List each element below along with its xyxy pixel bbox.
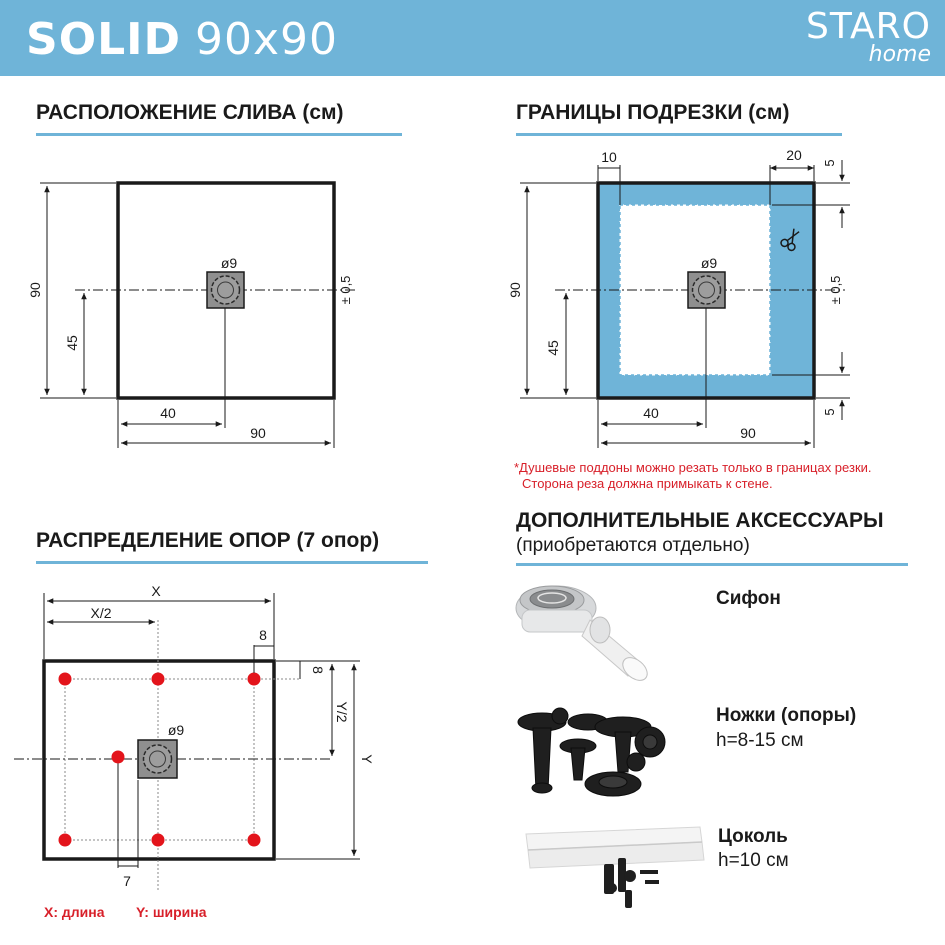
legs-image bbox=[518, 708, 665, 796]
legend-y: Y: ширина bbox=[136, 904, 207, 920]
edge-y-label: 8 bbox=[310, 666, 326, 674]
margin-top-label: 5 bbox=[822, 159, 837, 167]
y-label: Y bbox=[359, 754, 375, 764]
width-label: 90 bbox=[250, 425, 266, 441]
drain-diameter-label: ø9 bbox=[220, 255, 238, 271]
section-title-accessories: ДОПОЛНИТЕЛЬНЫЕ АКСЕССУАРЫ bbox=[516, 509, 884, 532]
drain-y-label: 45 bbox=[64, 335, 80, 351]
plinth-image bbox=[526, 827, 704, 908]
height-label: 90 bbox=[27, 282, 43, 298]
offset-label: 7 bbox=[123, 873, 131, 889]
support-point bbox=[59, 834, 72, 847]
trim-note-line-1: *Душевые поддоны можно резать только в границах резки. bbox=[514, 460, 872, 475]
legend-x: X: длина bbox=[44, 904, 105, 920]
accessory-name-siphon: Сифон bbox=[716, 588, 781, 609]
logo-main: STARO bbox=[805, 6, 931, 47]
section-title-trim: ГРАНИЦЫ ПОДРЕЗКИ (см) bbox=[516, 101, 790, 124]
drain-diameter-label: ø9 bbox=[167, 722, 185, 738]
height-label: 90 bbox=[507, 282, 523, 298]
drain-diameter-label: ø9 bbox=[700, 255, 718, 271]
logo-sub: home bbox=[868, 42, 931, 67]
support-point bbox=[248, 673, 261, 686]
support-point bbox=[152, 834, 165, 847]
product-series: SOLID bbox=[26, 14, 182, 65]
trim-note-line-2: Сторона реза должна примыкать к стене. bbox=[522, 476, 773, 491]
margin-bottom-label: 5 bbox=[822, 408, 837, 416]
support-point bbox=[248, 834, 261, 847]
section-subtitle-accessories: (приобретаются отдельно) bbox=[516, 535, 750, 556]
edge-x-label: 8 bbox=[259, 627, 267, 643]
tolerance-label: ± 0,5 bbox=[828, 275, 843, 305]
drain-icon bbox=[138, 740, 177, 778]
tolerance-label: ± 0,5 bbox=[338, 275, 353, 305]
section-title-drain: РАСПОЛОЖЕНИЕ СЛИВА (см) bbox=[36, 101, 344, 124]
accessory-detail-legs: h=8-15 см bbox=[716, 730, 804, 751]
support-point bbox=[152, 673, 165, 686]
support-point bbox=[112, 751, 125, 764]
supports-diagram bbox=[14, 583, 375, 890]
section-title-supports: РАСПРЕДЕЛЕНИЕ ОПОР (7 опор) bbox=[36, 529, 380, 552]
drain-x-label: 40 bbox=[643, 405, 659, 421]
drain-icon bbox=[207, 272, 244, 308]
product-size: 90x90 bbox=[195, 14, 339, 65]
drain-position-diagram bbox=[27, 183, 355, 448]
accessory-name-legs: Ножки (опоры) bbox=[716, 705, 857, 726]
x-label: X bbox=[151, 583, 161, 599]
width-label: 90 bbox=[740, 425, 756, 441]
accessory-detail-plinth: h=10 см bbox=[718, 850, 789, 871]
margin-right-label: 20 bbox=[786, 147, 802, 163]
margin-left-label: 10 bbox=[601, 149, 617, 165]
drain-y-label: 45 bbox=[545, 340, 561, 356]
accessory-name-plinth: Цоколь bbox=[718, 826, 788, 847]
drain-icon bbox=[688, 272, 725, 308]
x-half-label: X/2 bbox=[90, 605, 112, 621]
drain-x-label: 40 bbox=[160, 405, 176, 421]
trim-boundaries-diagram bbox=[507, 147, 850, 448]
support-point bbox=[59, 673, 72, 686]
y-half-label: Y/2 bbox=[334, 701, 350, 723]
siphon-image bbox=[516, 586, 652, 685]
